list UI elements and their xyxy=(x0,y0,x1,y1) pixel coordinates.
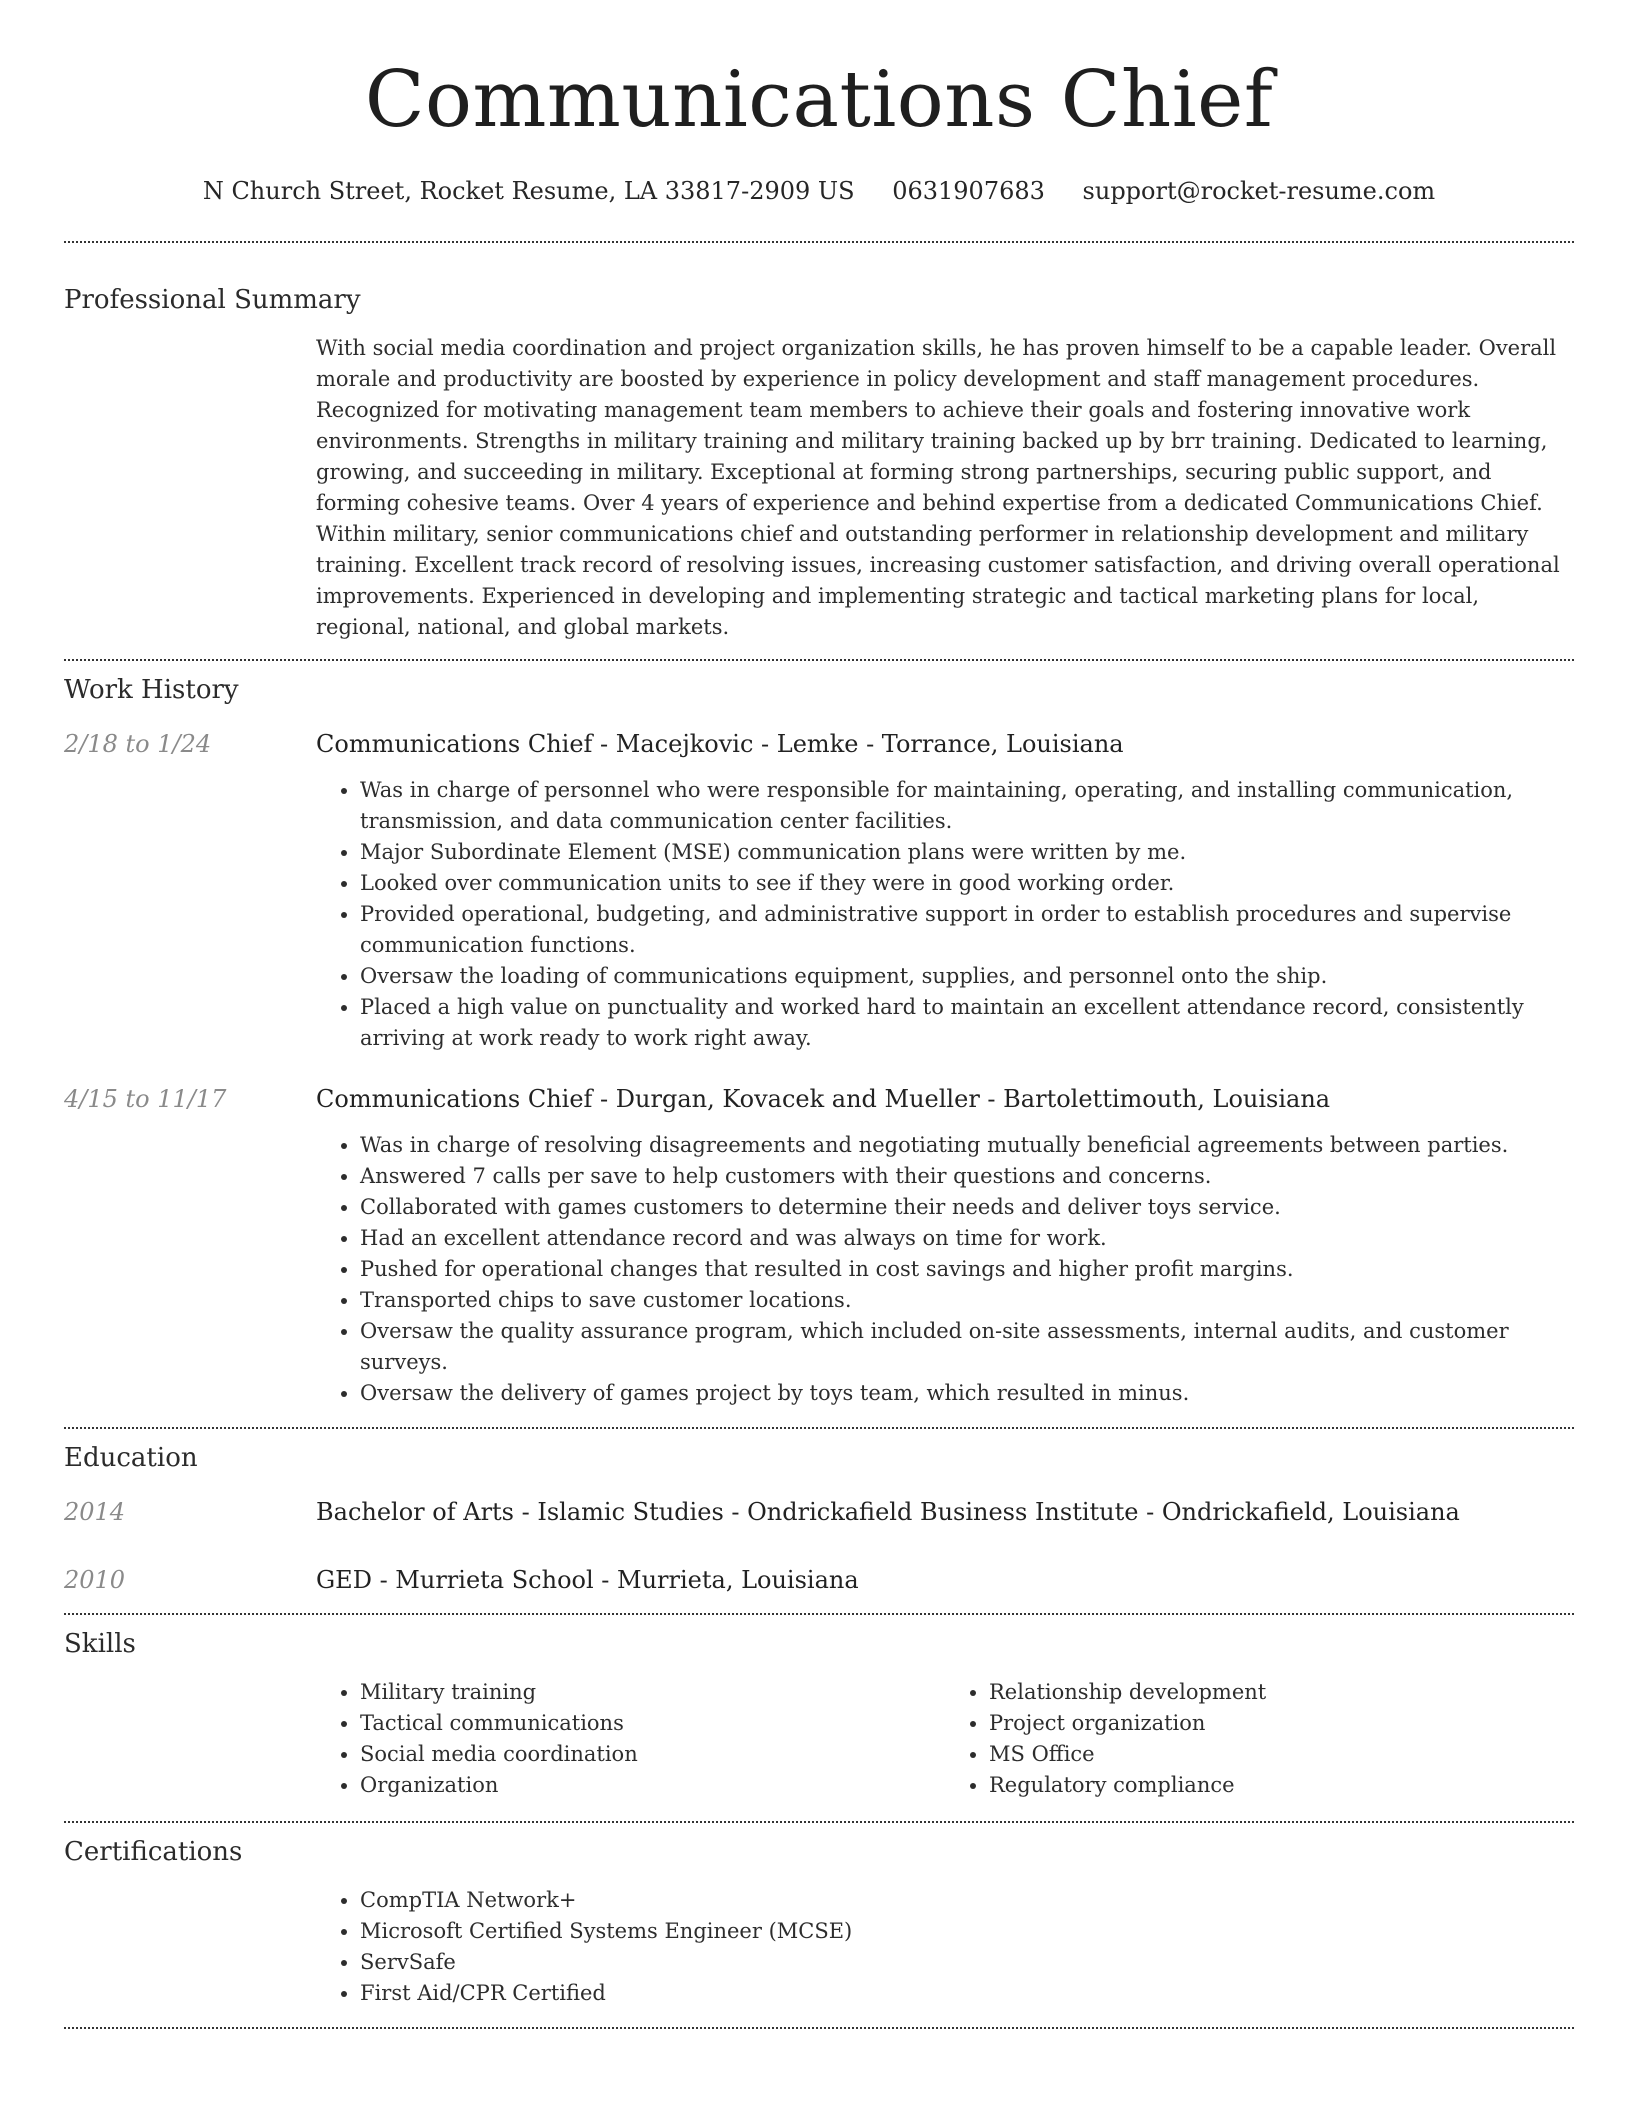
skills-columns xyxy=(316,1677,1574,1801)
divider xyxy=(64,1427,1574,1429)
job-entry xyxy=(64,727,1574,1054)
list-item: • Answered 7 calls per save to help customers with their questions and concerns. xyxy=(360,1161,1574,1192)
divider xyxy=(64,241,1574,243)
list-item: • First Aid/CPR Certified xyxy=(360,1978,1574,2009)
education-year: 2010 xyxy=(64,1566,126,1594)
list-item: • Military training xyxy=(360,1677,945,1708)
list-item: • Looked over communication units to see if they were in good working order. xyxy=(360,868,1574,899)
education-heading: GED - Murrieta School - Murrieta, Louisiana xyxy=(316,1566,859,1594)
skills-section xyxy=(64,1627,1574,1801)
work-history-section xyxy=(64,673,1574,1409)
list-item: • Oversaw the quality assurance program, which included on-site assessments, internal audits, and customer surveys. xyxy=(360,1316,1574,1378)
certifications-title: Certifications xyxy=(64,1837,243,1867)
job-heading: Communications Chief - Durgan, Kovacek and Mueller - Bartolettimouth, Louisiana xyxy=(316,1085,1331,1113)
list-item: • Collaborated with games customers to determine their needs and deliver toys service. xyxy=(360,1192,1574,1223)
list-item: • MS Office xyxy=(989,1739,1574,1770)
skills-list-left xyxy=(316,1677,945,1801)
list-item: • Provided operational, budgeting, and administrative support in order to establish procedures and supervise communication functions. xyxy=(360,899,1574,961)
education-entry xyxy=(64,1495,1574,1529)
education-year: 2014 xyxy=(64,1498,126,1526)
list-item: • Tactical communications xyxy=(360,1708,945,1739)
contact-line xyxy=(64,175,1574,207)
certifications-content xyxy=(316,1885,1574,2009)
job-details xyxy=(316,1130,1574,1409)
list-item: • Oversaw the loading of communications equipment, supplies, and personnel onto the ship. xyxy=(360,961,1574,992)
education-heading: Bachelor of Arts - Islamic Studies - Ondrickafield Business Institute - Ondrickafield, Louisiana xyxy=(316,1498,1460,1526)
list-item: • Placed a high value on punctuality and worked hard to maintain an excellent attendance record, consistently arriving at work ready to work right away. xyxy=(360,992,1574,1054)
job-details xyxy=(316,775,1574,1054)
job-dates: 2/18 to 1/24 xyxy=(64,730,212,758)
list-item: • Microsoft Certified Systems Engineer (MCSE) xyxy=(360,1916,1574,1947)
list-item: • Transported chips to save customer locations. xyxy=(360,1285,1574,1316)
summary-content xyxy=(316,333,1574,643)
work-history-title: Work History xyxy=(64,675,239,705)
education-section xyxy=(64,1441,1574,1597)
summary-section xyxy=(64,283,1574,643)
list-item: • Social media coordination xyxy=(360,1739,945,1770)
list-item: • Had an excellent attendance record and was always on time for work. xyxy=(360,1223,1574,1254)
list-item: • Was in charge of personnel who were responsible for maintaining, operating, and installing communication, transmission, and data communication center facilities. xyxy=(360,775,1574,837)
job-entry xyxy=(64,1082,1574,1409)
job-header xyxy=(64,727,1574,761)
certifications-list xyxy=(316,1885,1574,2009)
list-item: • Relationship development xyxy=(989,1677,1574,1708)
summary-title: Professional Summary xyxy=(64,285,361,315)
summary-text: With social media coordination and project organization skills, he has proven himself to be a capable leader. Overall morale and productivity are boosted by experience in policy development and staff management procedures. Recognized for motivating management team members to achieve their goals and fostering innovative work environments. Strengths in military training and military training backed up by brr training. Dedicated to learning, growing, and succeeding in military. Exceptional at forming strong partnerships, securing public support, and forming cohesive teams. Over 4 years of experience and behind expertise from a dedicated Communications Chief. Within military, senior communications chief and outstanding performer in relationship development and military training. Excellent track record of resolving issues, increasing customer satisfaction, and driving overall operational improvements. Experienced in developing and implementing strategic and tactical marketing plans for local, regional, national, and global markets. xyxy=(316,336,1560,639)
education-title: Education xyxy=(64,1443,198,1473)
skills-content xyxy=(316,1677,1574,1801)
certifications-section xyxy=(64,1835,1574,2009)
list-item: • Organization xyxy=(360,1770,945,1801)
job-bullets xyxy=(316,1130,1574,1409)
divider xyxy=(64,1821,1574,1823)
list-item: • Regulatory compliance xyxy=(989,1770,1574,1801)
contact-address: N Church Street, Rocket Resume, LA 33817-2909 US xyxy=(202,177,855,205)
skills-title: Skills xyxy=(64,1629,136,1659)
resume-name: Communications Chief xyxy=(364,55,1274,145)
divider xyxy=(64,659,1574,661)
job-heading: Communications Chief - Macejkovic - Lemke - Torrance, Louisiana xyxy=(316,730,1124,758)
list-item: • ServSafe xyxy=(360,1947,1574,1978)
list-item: • Was in charge of resolving disagreements and negotiating mutually beneficial agreements between parties. xyxy=(360,1130,1574,1161)
education-entry xyxy=(64,1563,1574,1597)
divider xyxy=(64,1613,1574,1615)
list-item: • Major Subordinate Element (MSE) communication plans were written by me. xyxy=(360,837,1574,868)
list-item: • Pushed for operational changes that resulted in cost savings and higher profit margins. xyxy=(360,1254,1574,1285)
job-dates: 4/15 to 11/17 xyxy=(64,1085,227,1113)
list-item: • Project organization xyxy=(989,1708,1574,1739)
resume-page xyxy=(64,0,1574,2029)
skills-list-right xyxy=(945,1677,1574,1801)
list-item: • CompTIA Network+ xyxy=(360,1885,1574,1916)
contact-phone: 0631907683 xyxy=(892,177,1045,205)
job-bullets xyxy=(316,775,1574,1054)
list-item: • Oversaw the delivery of games project by toys team, which resulted in minus. xyxy=(360,1378,1574,1409)
divider xyxy=(64,2027,1574,2029)
job-header xyxy=(64,1082,1574,1116)
contact-email: support@rocket-resume.com xyxy=(1082,177,1436,205)
